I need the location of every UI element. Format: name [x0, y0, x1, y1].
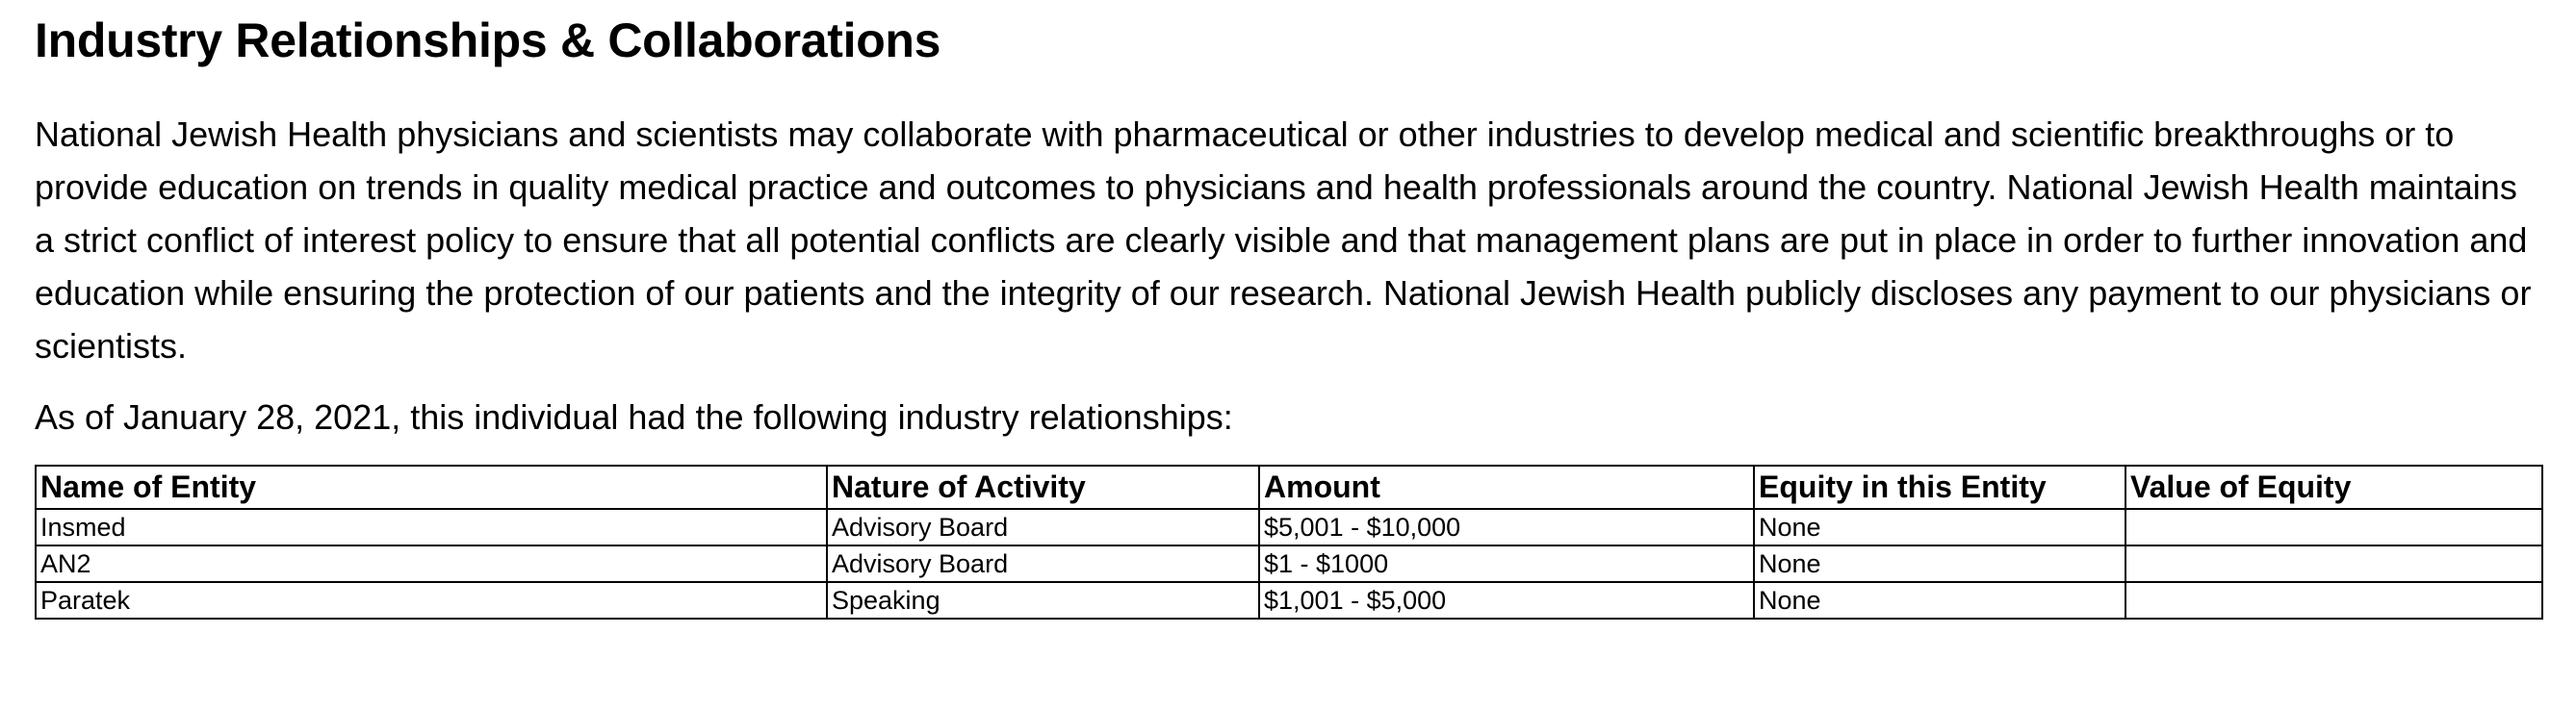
table-row — [36, 509, 2542, 545]
cell-entity: Paratek — [36, 582, 827, 619]
intro-paragraph: National Jewish Health physicians and scientists may collaborate with pharmaceutical or other industries to develop medical and scientific breakthroughs or to provide education on trends in quality medical practice and outcomes to physicians and health professionals around the country. National Jewish Health maintains a strict conflict of interest policy to ensure that all potential conflicts are clearly visible and that management plans are put in place in order to further innovation and education while ensuring the protection of our patients and the integrity of our research. National Jewish Health publicly discloses any payment to our physicians or scientists. — [35, 114, 2532, 366]
industry-relationships-table — [35, 465, 2543, 620]
table-header-row — [36, 466, 2542, 509]
cell-activity: Advisory Board — [827, 545, 1259, 582]
cell-value — [2125, 582, 2542, 619]
cell-equity: None — [1754, 509, 2125, 545]
cell-value — [2125, 509, 2542, 545]
cell-activity: Speaking — [827, 582, 1259, 619]
disclosure-page — [35, 0, 2541, 615]
cell-equity: None — [1754, 545, 2125, 582]
cell-amount: $1 - $1000 — [1259, 545, 1754, 582]
page-title: Industry Relationships & Collaborations — [35, 13, 941, 67]
cell-amount: $5,001 - $10,000 — [1259, 509, 1754, 545]
cell-equity: None — [1754, 582, 2125, 619]
cell-activity: Advisory Board — [827, 509, 1259, 545]
cell-entity: AN2 — [36, 545, 827, 582]
table-row — [36, 545, 2542, 582]
as-of-statement: As of January 28, 2021, this individual had the following industry relationships: — [35, 397, 1233, 437]
cell-entity: Insmed — [36, 509, 827, 545]
header-value-of-equity: Value of Equity — [2125, 466, 2542, 509]
header-equity-in-entity: Equity in this Entity — [1754, 466, 2125, 509]
cell-amount: $1,001 - $5,000 — [1259, 582, 1754, 619]
header-name-of-entity: Name of Entity — [36, 466, 827, 509]
header-amount: Amount — [1259, 466, 1754, 509]
cell-value — [2125, 545, 2542, 582]
header-nature-of-activity: Nature of Activity — [827, 466, 1259, 509]
table-row — [36, 582, 2542, 619]
